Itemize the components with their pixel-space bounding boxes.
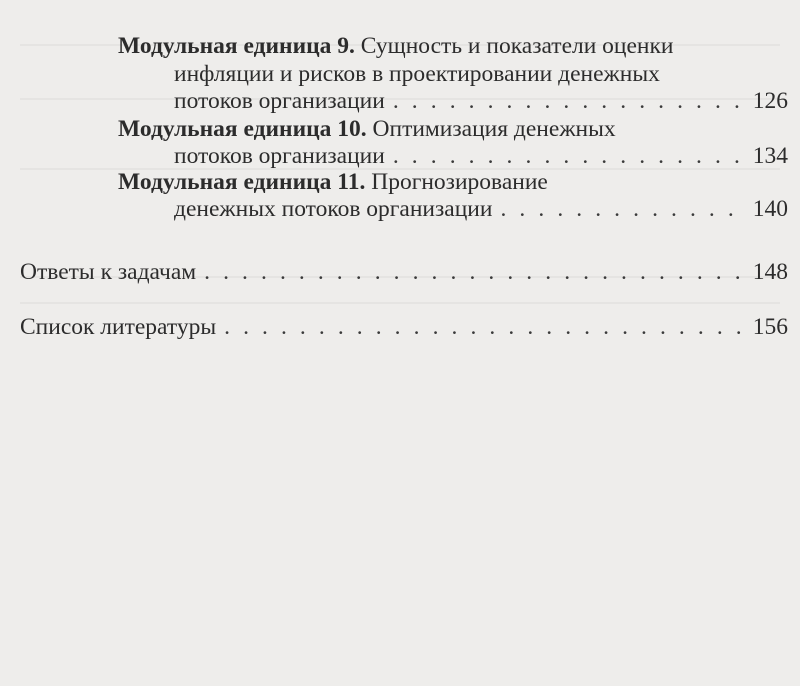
toc-entry-module-10-line-2 (174, 142, 788, 170)
toc-entry-module-11-line-2 (174, 195, 788, 223)
toc-entry-bibliography (20, 313, 788, 341)
module-9-title-line-2: инфляции и рисков в проектировании денежных (174, 61, 660, 87)
toc-entry-module-9-heading (118, 32, 788, 60)
toc-entry-module-9-line-3 (174, 87, 788, 115)
module-9-label: Модульная единица 9. (118, 33, 355, 59)
toc-entry-module-11-heading (118, 168, 788, 196)
answers-page-number: 148 (752, 259, 788, 285)
dot-leader (224, 313, 747, 341)
dot-leader (500, 195, 746, 223)
bibliography-title: Список литературы (20, 314, 217, 340)
module-10-page-number: 134 (752, 143, 788, 169)
module-9-title-line-1: Сущность и показатели оценки (360, 33, 674, 59)
module-11-title-line-1: Прогнозирование (371, 169, 548, 195)
module-11-page-number: 140 (752, 196, 788, 222)
module-10-title-line-1: Оптимизация денежных (372, 116, 616, 142)
module-10-title-line-2: потоков организации (174, 143, 385, 169)
module-10-label: Модульная единица 10. (118, 116, 367, 142)
module-9-page-number: 126 (752, 88, 788, 114)
dot-leader (204, 258, 747, 286)
module-9-title-line-3: потоков организации (174, 88, 385, 114)
toc-entry-module-9-line-2 (174, 60, 788, 88)
dot-leader (393, 142, 747, 170)
bibliography-page-number: 156 (752, 314, 788, 340)
toc-entry-answers (20, 258, 788, 286)
dot-leader (393, 87, 747, 115)
module-11-title-line-2: денежных потоков организации (174, 196, 493, 222)
answers-title: Ответы к задачам (20, 259, 197, 285)
toc-entry-module-10-heading (118, 115, 788, 143)
module-11-label: Модульная единица 11. (118, 169, 366, 195)
